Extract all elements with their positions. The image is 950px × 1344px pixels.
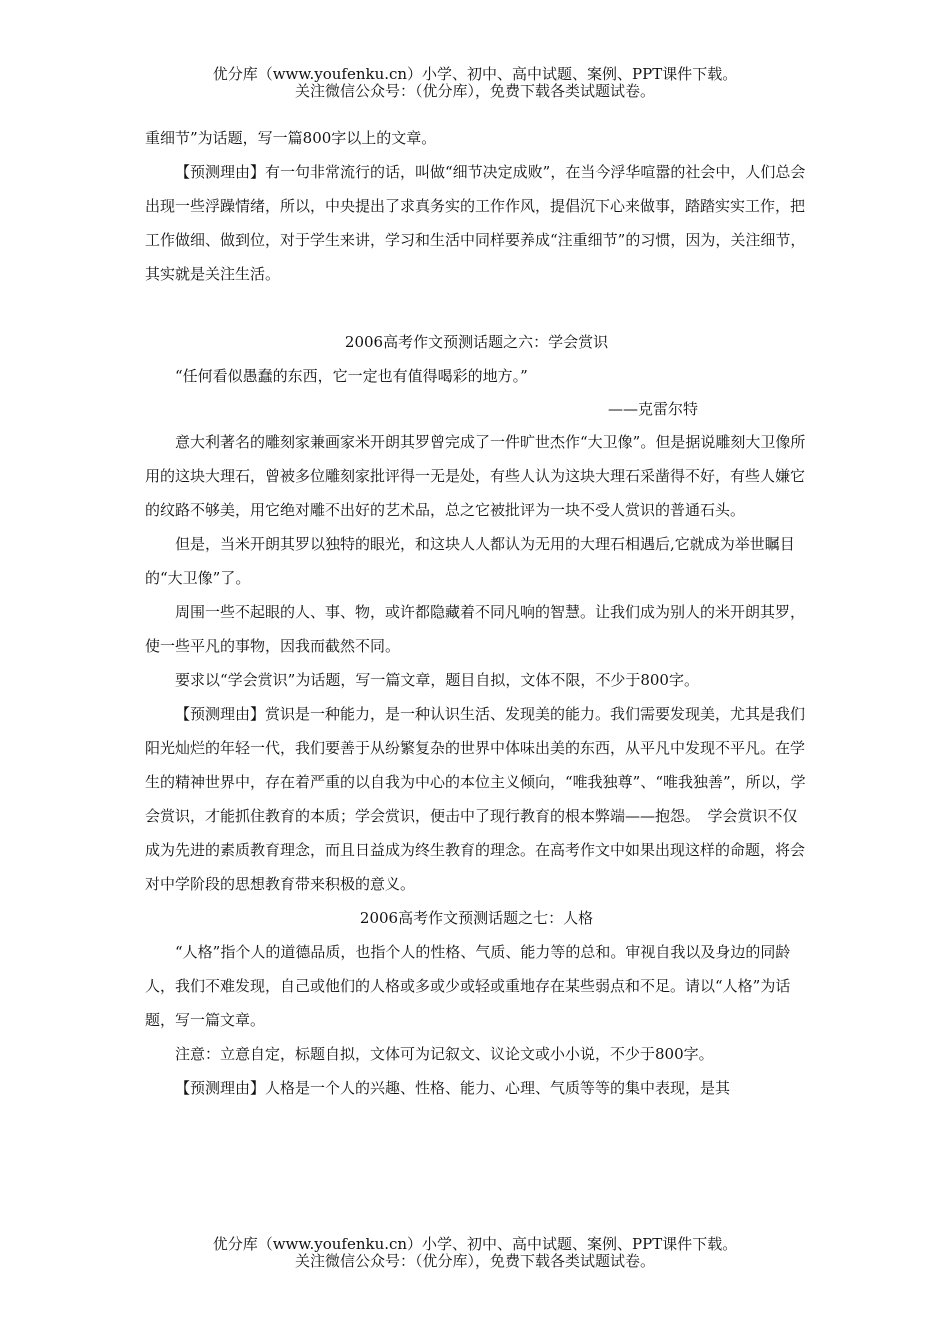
topic-6-paragraph-3: 周围一些不起眼的人、事、物，或许都隐藏着不同凡响的智慧。让我们成为别人的米开朗其罗，使一些平凡的事物，因我而截然不同。 xyxy=(145,603,806,655)
header-line-1: 优分库（www.youfenku.cn）小学、初中、高中试题、案例、PPT课件下载。 xyxy=(212,65,738,83)
reason-paragraph-6 xyxy=(145,697,808,901)
footer-line-2: 关注微信公众号：（优分库），免费下载各类试题试卷。 xyxy=(294,1252,655,1270)
topic-7-title: 2006高考作文预测话题之七：人格 xyxy=(359,909,594,927)
reason-text: 人格是一个人的兴趣、性格、能力、心理、气质等等的集中表现，是其 xyxy=(265,1079,731,1097)
document-body xyxy=(145,121,808,1105)
reason-paragraph-7 xyxy=(145,1071,808,1105)
topic-6-paragraph-1: 意大利著名的雕刻家兼画家米开朗其罗曾完成了一件旷世杰作“大卫像”。但是据说雕刻大卫像所用的这块大理石，曾被多位雕刻家批评得一无是处，有些人认为这块大理石采凿得不好，有些人嫌它的纹路不够美，用它绝对雕不出好的艺术品，总之它被批评为一块不受人赏识的普通石头。 xyxy=(145,433,806,519)
topic-6-paragraph-2: 但是，当米开朗其罗以独特的眼光，和这块人人都认为无用的大理石相遇后,它就成为举世瞩目的“大卫像”了。 xyxy=(145,535,795,587)
reason-paragraph-5 xyxy=(145,155,808,291)
topic-6-attribution: ——克雷尔特 xyxy=(607,400,698,418)
topic-6-requirement: 要求以“学会赏识”为话题，写一篇文章，题目自拟，文体不限，不少于800字。 xyxy=(175,671,699,689)
page-footer xyxy=(0,1236,950,1270)
reason-label: 【预测理由】 xyxy=(175,163,266,181)
reason-label: 【预测理由】 xyxy=(175,1079,266,1097)
topic-6-quote: “任何看似愚蠢的东西，它一定也有值得喝彩的地方。” xyxy=(175,367,528,385)
section-spacer xyxy=(145,291,808,325)
header-line-2: 关注微信公众号：（优分库），免费下载各类试题试卷。 xyxy=(294,82,655,100)
topic-7-paragraph-1: “人格”指个人的道德品质，也指个人的性格、气质、能力等的总和。审视自我以及身边的同龄人，我们不难发现，自己或他们的人格或多或少或轻或重地存在某些弱点和不足。请以“人格”为话题，写一篇文章。 xyxy=(145,943,791,1029)
reason-text: 有一句非常流行的话，叫做“细节决定成败”，在当今浮华喧嚣的社会中，人们总会出现一些浮躁情绪，所以，中央提出了求真务实的工作作风，提倡沉下心来做事，踏踏实实工作，把工作做细、做到位，对于学生来讲，学习和生活中同样要养成“注重细节”的习惯，因为，关注细节，其实就是关注生活。 xyxy=(145,163,806,283)
reason-label: 【预测理由】 xyxy=(175,705,266,723)
page-header xyxy=(0,66,950,100)
continuation-paragraph: 重细节”为话题，写一篇800字以上的文章。 xyxy=(145,129,437,147)
reason-text: 赏识是一种能力，是一种认识生活、发现美的能力。我们需要发现美，尤其是我们阳光灿烂的年轻一代，我们要善于从纷繁复杂的世界中体味出美的东西，从平凡中发现不平凡。在学生的精神世界中，存在着严重的以自我为中心的本位主义倾向，“唯我独尊”、“唯我独善”，所以，学会赏识，才能抓住教育的本质；学会赏识，便击中了现行教育的根本弊端——抱怨。 学会赏识不仅成为先进的素质教育理念，而且日益成为终生教育的理念。在高考作文中如果出现这样的命题，将会对中学阶段的思想教育带来积极的意义。 xyxy=(145,705,806,893)
topic-6-title: 2006高考作文预测话题之六：学会赏识 xyxy=(344,333,609,351)
footer-line-1: 优分库（www.youfenku.cn）小学、初中、高中试题、案例、PPT课件下载。 xyxy=(212,1235,738,1253)
topic-7-note: 注意：立意自定，标题自拟，文体可为记叙文、议论文或小小说，不少于800字。 xyxy=(175,1045,714,1063)
